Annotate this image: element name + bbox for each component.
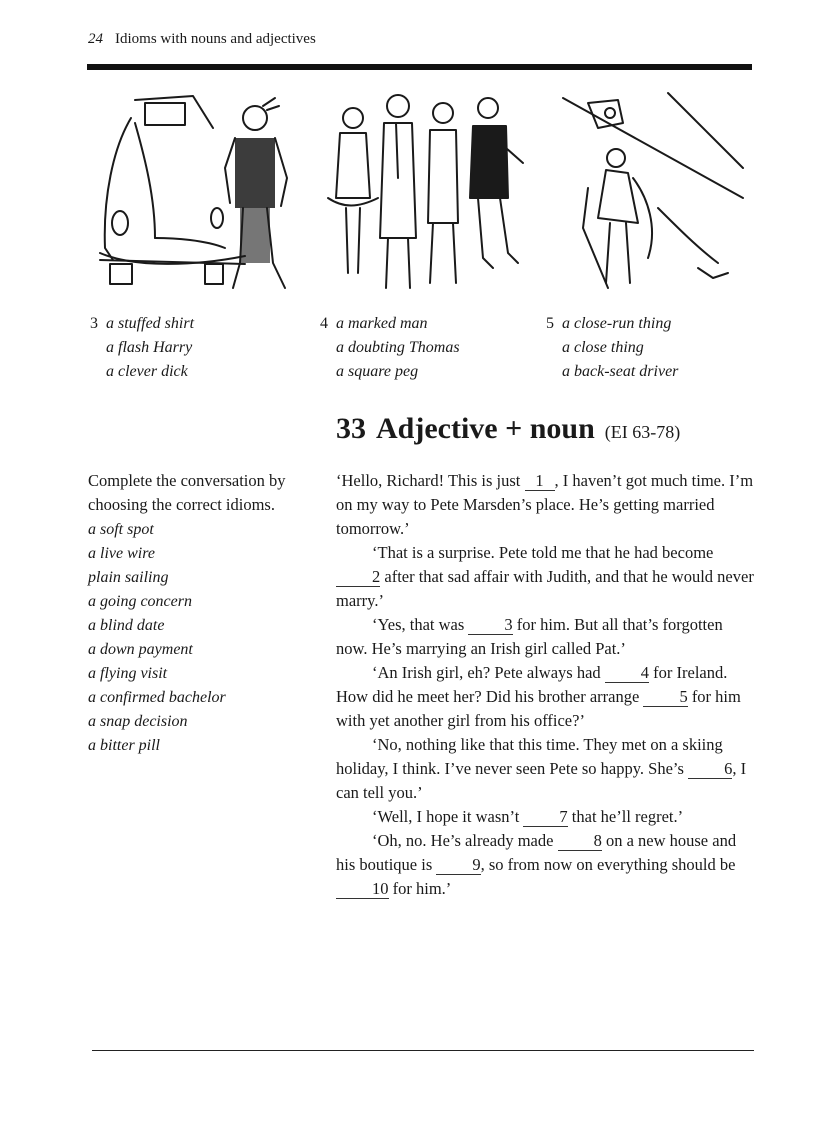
- illustration-old-lady: [548, 88, 748, 296]
- footer-rule: [92, 1050, 754, 1051]
- section-reference: (EI 63-78): [604, 422, 681, 442]
- text-segment: ‘An Irish girl, eh? Pete always had: [372, 663, 601, 682]
- idiom-item: a going concern: [88, 593, 192, 610]
- conversation-paragraph: [336, 469, 756, 541]
- blank-8: 8: [558, 832, 602, 851]
- conversation: [336, 469, 756, 901]
- caption-item: a close-run thing: [562, 315, 672, 332]
- section-number: 33: [336, 412, 366, 445]
- instruction-text: Complete the conversation by choosing the correct idioms.: [88, 471, 286, 514]
- text-segment: , I haven’t got much time. I’m on my way to Pete Marsden’s place. He’s getting married tomorrow.’: [336, 471, 754, 538]
- blank-2: 2: [336, 568, 380, 587]
- section-heading: Adjective + noun: [376, 412, 595, 445]
- text-segment: for him with yet another girl from his office?’: [336, 687, 741, 730]
- caption-item: a square peg: [336, 363, 419, 380]
- idiom-item: a confirmed bachelor: [88, 689, 226, 706]
- idiom-item: a live wire: [88, 545, 155, 562]
- caption-number: 5: [546, 315, 554, 332]
- blank-5: 5: [643, 688, 687, 707]
- caption-item: a flash Harry: [106, 339, 193, 356]
- text-segment: ‘Well, I hope it wasn’t: [372, 807, 520, 826]
- idiom-item: a down payment: [88, 641, 193, 658]
- idiom-item: a snap decision: [88, 713, 188, 730]
- blank-7: 7: [523, 808, 567, 827]
- caption-3: [90, 312, 195, 384]
- idiom-item: a bitter pill: [88, 737, 160, 754]
- conversation-paragraph: [336, 661, 756, 733]
- blank-3: 3: [468, 616, 512, 635]
- text-segment: ‘Yes, that was: [372, 615, 465, 634]
- chapter-title: Idioms with nouns and adjectives: [115, 31, 316, 47]
- text-segment: , so from now on everything should be: [480, 855, 736, 874]
- caption-item: a back-seat driver: [562, 363, 679, 380]
- text-segment: ‘No, nothing like that this time. They met on a skiing holiday, I think. I’ve never seen Pete so happy. She’s: [336, 735, 723, 778]
- caption-item: a close thing: [562, 339, 644, 356]
- blank-9: 9: [436, 856, 480, 875]
- caption-number: 3: [90, 315, 98, 332]
- blank-10: 10: [336, 880, 389, 899]
- section-title: [336, 412, 680, 446]
- idiom-item: a soft spot: [88, 521, 154, 538]
- text-segment: after that sad affair with Judith, and that he would never marry.’: [336, 567, 754, 610]
- text-segment: ‘That is a surprise. Pete told me that he had become: [372, 543, 714, 562]
- text-segment: , I can tell you.’: [336, 759, 747, 802]
- text-segment: for him.’: [392, 879, 452, 898]
- illustration-flash-harry: [95, 88, 295, 296]
- blank-4: 4: [605, 664, 649, 683]
- text-segment: on a new house and his boutique is: [336, 831, 737, 874]
- blank-1: 1: [525, 472, 555, 491]
- caption-item: a stuffed shirt: [106, 315, 195, 332]
- idiom-item: a blind date: [88, 617, 165, 634]
- blank-6: 6: [688, 760, 732, 779]
- caption-4: [320, 312, 460, 384]
- idiom-item: a flying visit: [88, 665, 168, 682]
- conversation-paragraph: [336, 541, 756, 613]
- conversation-paragraph: [336, 733, 756, 805]
- caption-item: a clever dick: [106, 363, 188, 380]
- text-segment: ‘Hello, Richard! This is just: [336, 471, 521, 490]
- caption-number: 4: [320, 315, 328, 332]
- caption-item: a marked man: [336, 315, 428, 332]
- text-segment: for Ireland. How did he meet her? Did his brother arrange: [336, 663, 728, 706]
- conversation-paragraph: [336, 805, 756, 829]
- text-segment: ‘Oh, no. He’s already made: [372, 831, 554, 850]
- conversation-paragraph: [336, 829, 756, 901]
- page-number: 24: [88, 31, 103, 47]
- idiom-item: plain sailing: [88, 569, 169, 586]
- conversation-paragraph: [336, 613, 756, 661]
- page-header: [88, 31, 316, 48]
- caption-item: a doubting Thomas: [336, 339, 460, 356]
- header-rule: [87, 64, 752, 70]
- idiom-list: [88, 518, 226, 758]
- text-segment: that he’ll regret.’: [571, 807, 684, 826]
- illustration-party-group: [318, 88, 530, 296]
- caption-5: [546, 312, 679, 384]
- text-segment: for him. But all that’s forgotten now. He’s marrying an Irish girl called Pat.’: [336, 615, 723, 658]
